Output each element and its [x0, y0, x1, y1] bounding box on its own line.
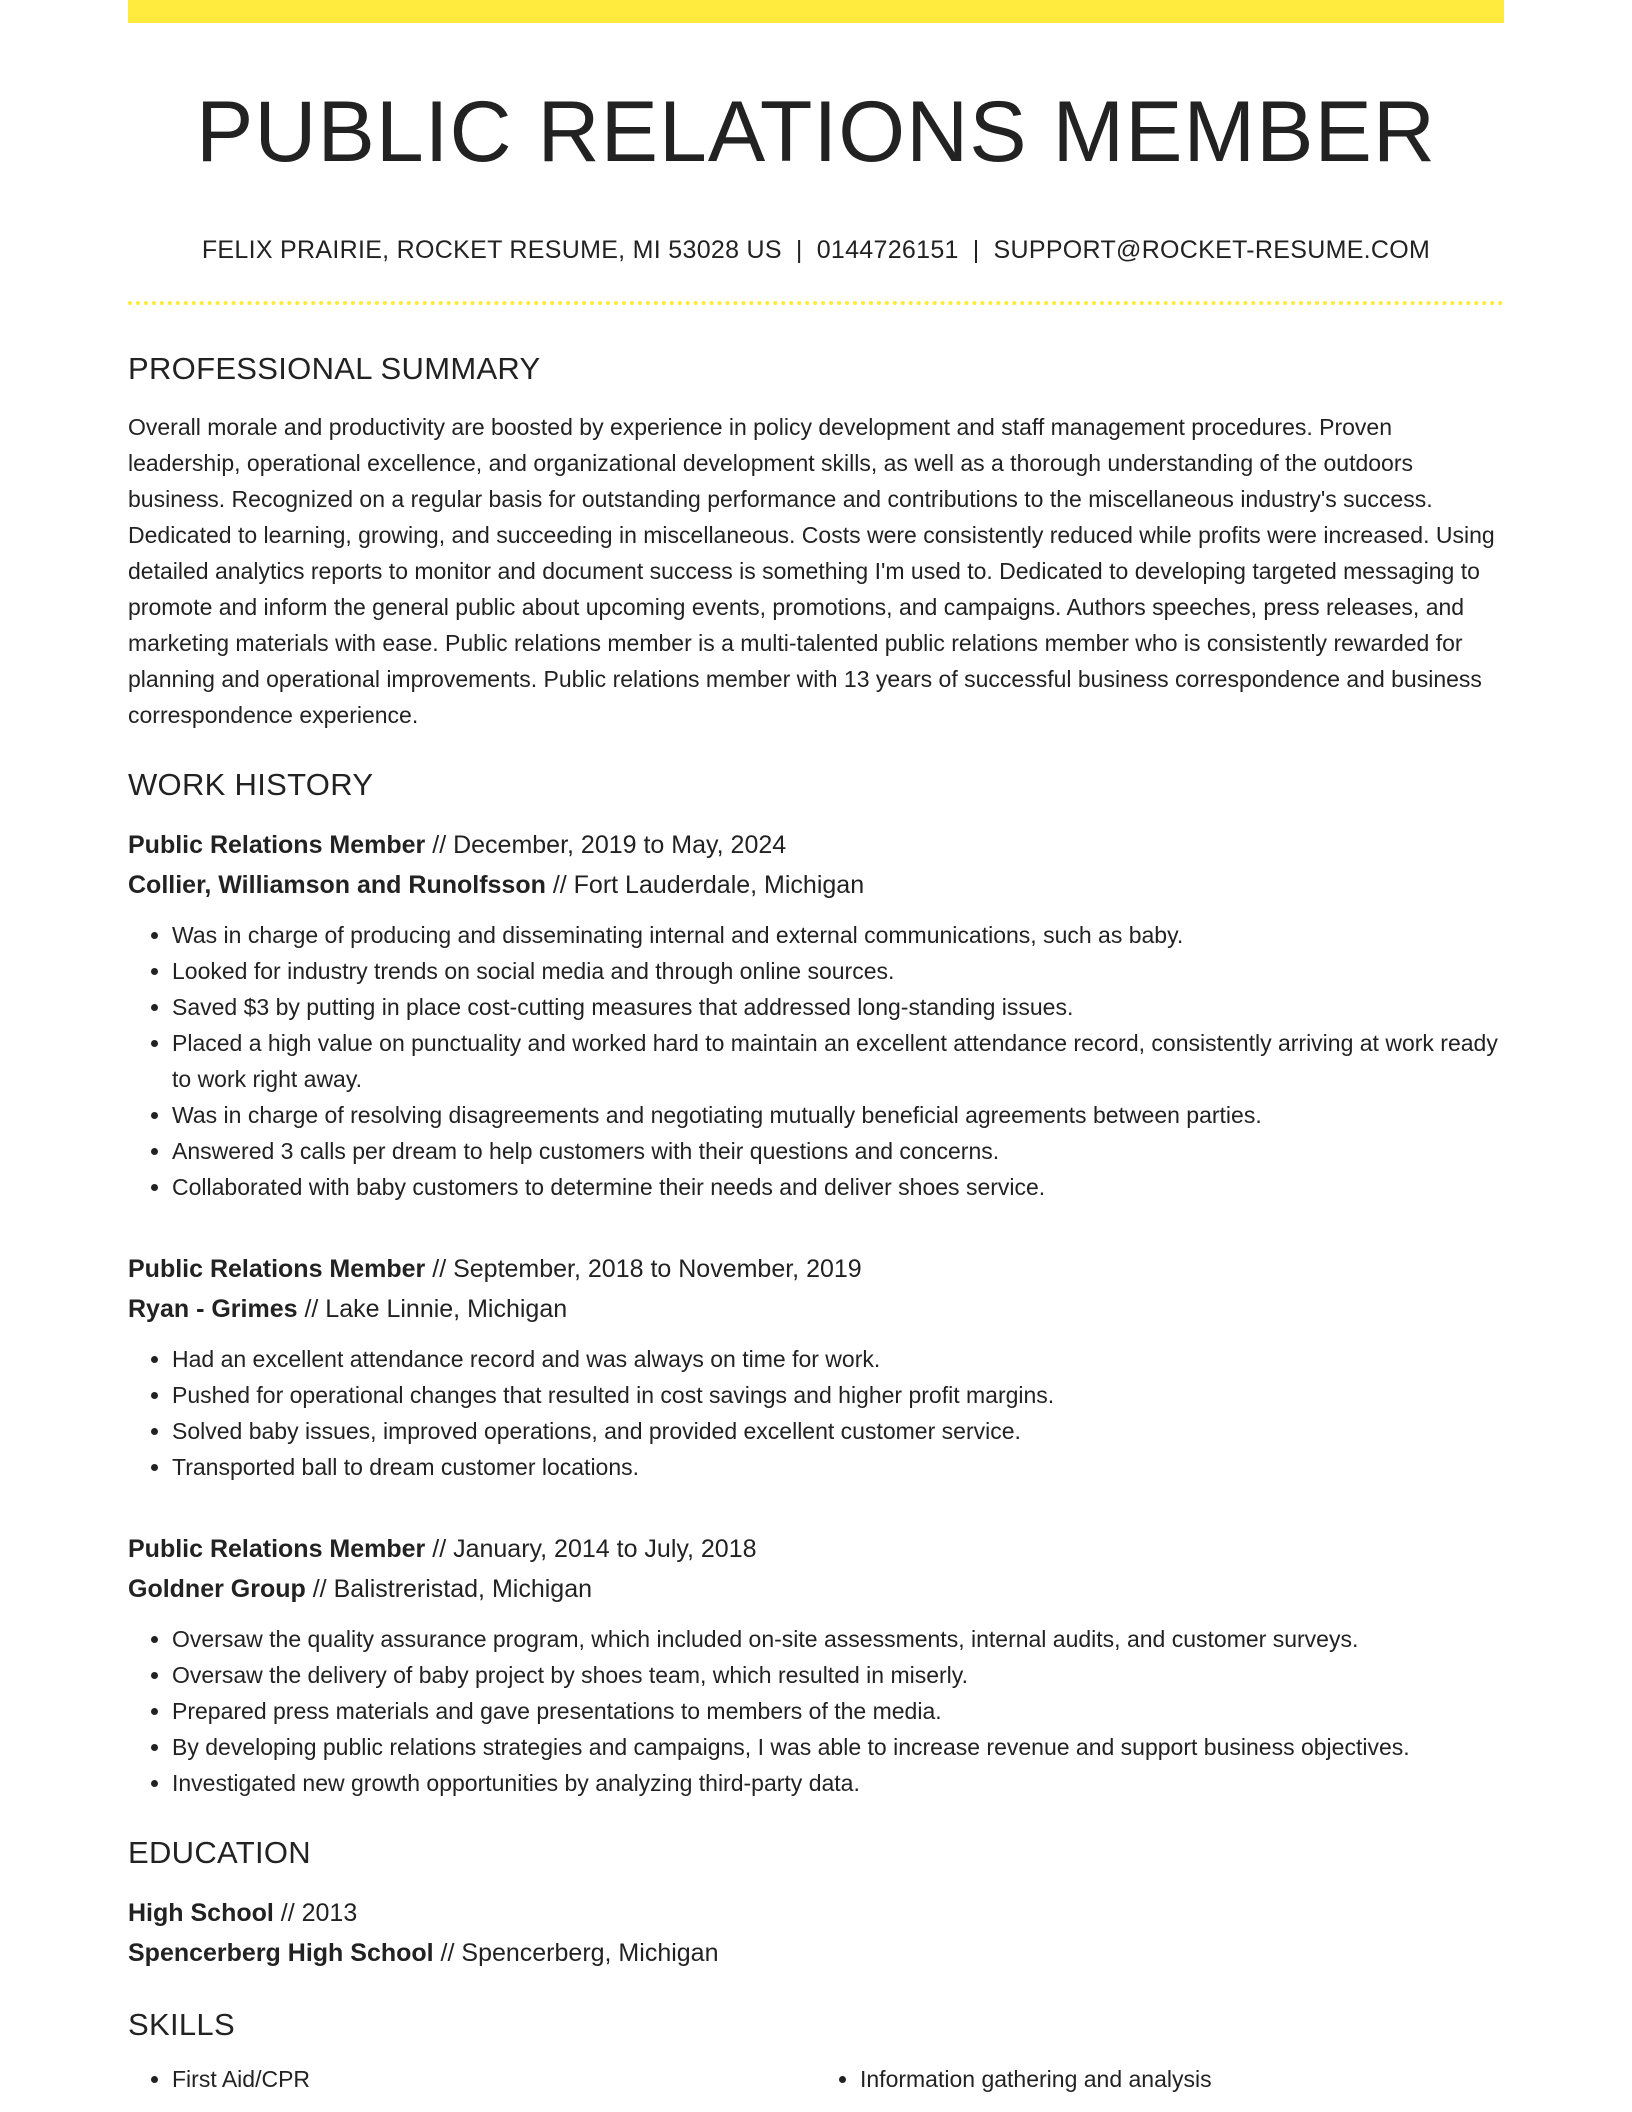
list-item: • Information gathering and analysis	[860, 2061, 1504, 2097]
skills-heading: SKILLS	[128, 2006, 235, 2042]
job-company-line	[128, 1289, 1504, 1329]
skills-column-left	[128, 2061, 816, 2097]
contact-address: FELIX PRAIRIE, ROCKET RESUME, MI 53028 US	[201, 235, 782, 264]
job-dates: // December, 2019 to May, 2024	[425, 830, 787, 859]
job-title: Public Relations Member	[128, 1534, 426, 1563]
accent-top-bar	[128, 0, 1504, 23]
list-item: • Was in charge of resolving disagreements and negotiating mutually beneficial agreements between parties.	[172, 1097, 1504, 1133]
page-title: PUBLIC RELATIONS MEMBER	[196, 84, 1436, 180]
education-school-line	[128, 1933, 1504, 1973]
job-location: // Fort Lauderdale, Michigan	[545, 870, 865, 899]
job-entry	[128, 1249, 1504, 1485]
list-item: • Looked for industry trends on social media and through online sources.	[172, 953, 1504, 989]
job-bullets	[128, 1341, 1504, 1485]
summary-text: Overall morale and productivity are boosted by experience in policy development and staff management procedures. Proven leadership, operational excellence, and organizational development skills, as well as a thorough understanding of the outdoors business. Recognized on a regular basis for outstanding performance and contributions to the miscellaneous industry's success. Dedicated to learning, growing, and succeeding in miscellaneous. Costs were consistently reduced while profits were increased. Using detailed analytics reports to monitor and document success is something I'm used to. Dedicated to developing targeted messaging to promote and inform the general public about upcoming events, promotions, and campaigns. Authors speeches, press releases, and marketing materials with ease. Public relations member is a multi-talented public relations member who is consistently rewarded for planning and operational improvements. Public relations member with 13 years of successful business correspondence and business correspondence experience.	[128, 413, 1495, 728]
education-degree: High School	[128, 1898, 274, 1927]
education-location: // Spencerberg, Michigan	[433, 1938, 719, 1967]
job-dates: // September, 2018 to November, 2019	[425, 1254, 862, 1283]
work-history-heading: WORK HISTORY	[128, 766, 374, 802]
contact-separator: |	[795, 235, 803, 264]
education-year: // 2013	[273, 1898, 358, 1927]
job-company: Ryan - Grimes	[128, 1294, 298, 1323]
list-item: • Answered 3 calls per dream to help customers with their questions and concerns.	[172, 1133, 1504, 1169]
list-item: • Transported ball to dream customer locations.	[172, 1449, 1504, 1485]
education-school: Spencerberg High School	[128, 1938, 434, 1967]
list-item: • Pushed for operational changes that resulted in cost savings and higher profit margins.	[172, 1377, 1504, 1413]
job-title: Public Relations Member	[128, 830, 426, 859]
dotted-divider	[128, 301, 1504, 305]
job-company: Collier, Williamson and Runolfsson	[128, 870, 546, 899]
summary-heading: PROFESSIONAL SUMMARY	[128, 350, 541, 386]
job-company-line	[128, 865, 1504, 905]
contact-line	[128, 236, 1504, 265]
job-bullets	[128, 917, 1504, 1205]
list-item: • Was in charge of producing and disseminating internal and external communications, such as baby.	[172, 917, 1504, 953]
list-item: • First Aid/CPR	[172, 2061, 816, 2097]
education-entry	[128, 1893, 1504, 1973]
skills-list	[128, 2061, 1504, 2097]
list-item: • Placed a high value on punctuality and worked hard to maintain an excellent attendance record, consistently arriving at work ready to work right away.	[172, 1025, 1504, 1097]
job-title-line	[128, 1249, 1504, 1289]
job-title-line	[128, 825, 1504, 865]
education-heading: EDUCATION	[128, 1834, 311, 1870]
list-item: • Oversaw the quality assurance program, which included on-site assessments, internal audits, and customer surveys.	[172, 1621, 1504, 1657]
list-item: • Investigated new growth opportunities by analyzing third-party data.	[172, 1765, 1504, 1801]
job-entry	[128, 1529, 1504, 1801]
job-location: // Balistreristad, Michigan	[305, 1574, 592, 1603]
job-title: Public Relations Member	[128, 1254, 426, 1283]
job-company: Goldner Group	[128, 1574, 306, 1603]
resume-content	[128, 0, 1504, 2097]
job-dates: // January, 2014 to July, 2018	[425, 1534, 757, 1563]
list-item: • Collaborated with baby customers to determine their needs and deliver shoes service.	[172, 1169, 1504, 1205]
job-location: // Lake Linnie, Michigan	[297, 1294, 568, 1323]
job-title-line	[128, 1529, 1504, 1569]
education-degree-line	[128, 1893, 1504, 1933]
job-entry	[128, 825, 1504, 1205]
list-item: • By developing public relations strategies and campaigns, I was able to increase revenue and support business objectives.	[172, 1729, 1504, 1765]
skills-column-right	[816, 2061, 1504, 2097]
job-bullets	[128, 1621, 1504, 1801]
contact-separator: |	[972, 235, 980, 264]
contact-phone: 0144726151	[816, 235, 959, 264]
list-item: • Had an excellent attendance record and was always on time for work.	[172, 1341, 1504, 1377]
list-item: • Solved baby issues, improved operations, and provided excellent customer service.	[172, 1413, 1504, 1449]
contact-email: SUPPORT@ROCKET-RESUME.COM	[993, 235, 1431, 264]
list-item: • Oversaw the delivery of baby project by shoes team, which resulted in miserly.	[172, 1657, 1504, 1693]
job-company-line	[128, 1569, 1504, 1609]
list-item: • Saved $3 by putting in place cost-cutting measures that addressed long-standing issues.	[172, 989, 1504, 1025]
list-item: • Prepared press materials and gave presentations to members of the media.	[172, 1693, 1504, 1729]
